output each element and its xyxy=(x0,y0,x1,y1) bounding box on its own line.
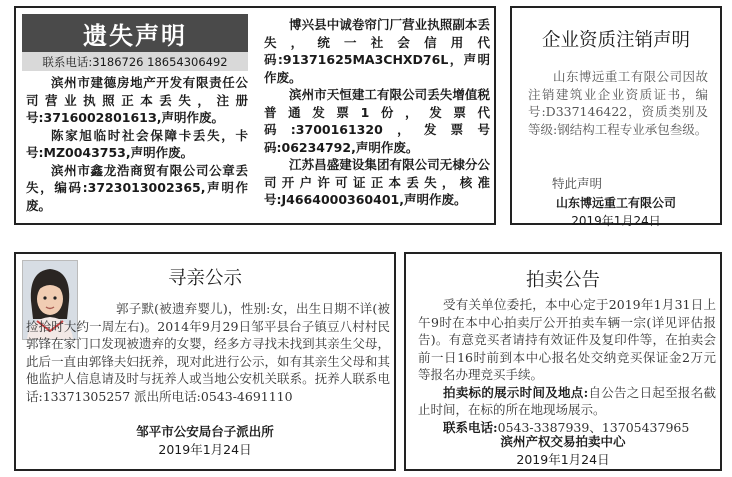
lost-notice-left-column xyxy=(26,74,248,214)
cancel-notice-body: 山东博远重工有限公司因故注销建筑业企业资质证书，编号:D337146422，资质类别及等级:钢结构工程专业承包叁级。 xyxy=(528,69,708,137)
auction-notice-date: 2019年1月24日 xyxy=(516,452,610,467)
auction-notice-org: 滨州产权交易拍卖中心 xyxy=(500,434,626,449)
lost-notice-phone: 联系电话:3186726 18654306492 xyxy=(22,52,248,71)
cancel-notice-company: 山东博远重工有限公司 xyxy=(555,196,676,210)
auction-phone-text: 0543-3387939、13705437965 xyxy=(497,419,690,435)
cancel-notice-date: 2019年1月24日 xyxy=(571,214,661,228)
auction-phone-label: 联系电话: xyxy=(443,419,498,435)
auction-display-line xyxy=(418,384,716,419)
lost-notice-box xyxy=(14,6,496,225)
search-notice-org: 邹平市公安局台子派出所 xyxy=(136,424,274,439)
qualification-cancel-box xyxy=(510,6,722,228)
lost-item: 江苏昌盛建设集团有限公司无棣分公司开户许可证正本丢失，核准号:J4664000360401,声明作废。 xyxy=(264,157,490,207)
cancel-notice-title: 企业资质注销声明 xyxy=(541,30,690,51)
search-notice-body: 郭子默(被遗弃婴儿)，性别:女，出生日期不详(被捡拾时大约一周左右)。2014年9月29日邹平县台子镇豆八村村民郭锋在家门口发现被遗弃的女婴，经多方寻找未找到其亲生父母，此后一直由郭锋夫妇抚养，现对此进行公示，如有其亲生父母和其他监护人信息请及时与抚养人或当地公安机关联系。抚养人联系电话:13371305257 派出所电话:0543-4691110 xyxy=(26,301,390,404)
auction-notice-box xyxy=(404,252,722,471)
auction-notice-title: 拍卖公告 xyxy=(525,270,600,291)
lost-item: 滨州市建德房地产开发有限责任公司营业执照正本丢失，注册号:371600280161З,声明作废。 xyxy=(26,75,248,125)
lost-item: 博兴县中诚卷帘门厂营业执照副本丢失，统一社会信用代码:91371625MA3CHXD76L，声明作废。 xyxy=(264,17,490,85)
search-relatives-box xyxy=(14,252,396,471)
search-notice-title: 寻亲公示 xyxy=(167,268,242,289)
auction-display-label: 拍卖标的展示时间及地点: xyxy=(443,384,589,400)
cancel-notice-special: 特此声明 xyxy=(552,176,603,191)
lost-notice-title: 遗失声明 xyxy=(22,14,248,52)
search-notice-date: 2019年1月24日 xyxy=(158,442,252,457)
lost-item: 陈家旭临时社会保障卡丢失，卡号:MZ0043753,声明作废。 xyxy=(26,127,248,160)
auction-notice-body: 受有关单位委托，本中心定于2019年1月31日上午9时在本中心拍卖厅公开拍卖车辆一宗(详见评估报告)。有意竞买者请持有效证件及复印件等，在拍卖会前一日16时前到本中心报名处交纳竞买保证金2万元等报名办理竞买手续。 xyxy=(418,297,716,382)
lost-item: 滨州市天恒建工有限公司丢失增值税普通发票1份，发票代码:3700161320，发票号码:06234792,声明作废。 xyxy=(264,87,490,155)
lost-notice-right-column xyxy=(264,16,490,209)
lost-item: 滨州市鑫龙浩商贸有限公司公章丢失，编码:3723013002365,声明作废。 xyxy=(26,162,248,213)
auction-notice-content xyxy=(418,296,716,436)
auction-display-text: 自公告之日起至报名截止时间，在标的所在地现场展示。 xyxy=(418,384,716,417)
